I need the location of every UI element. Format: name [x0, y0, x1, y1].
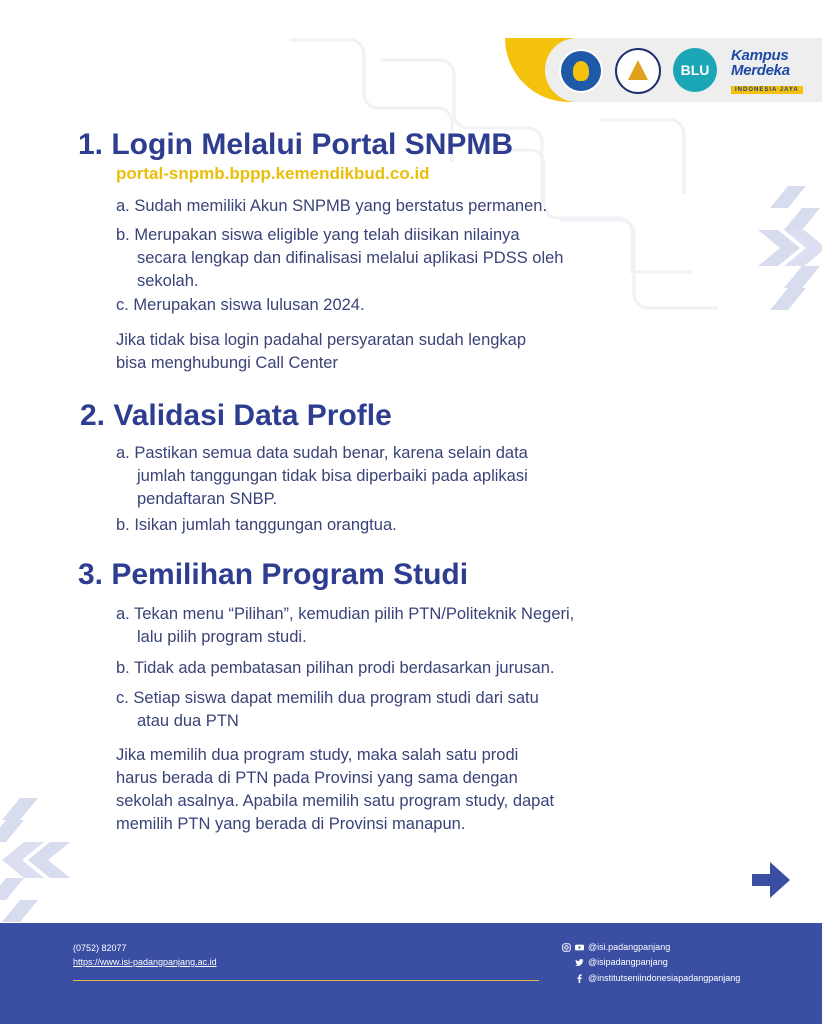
isi-padangpanjang-logo [615, 48, 661, 94]
footer-divider [73, 980, 539, 981]
section-3-item-a-line1: a. Tekan menu “Pilihan”, kemudian pilih PTN/Politeknik Negeri, [116, 605, 575, 623]
footer-phone: (0752) 82077 [73, 943, 127, 953]
header-logo-bar [505, 38, 822, 102]
section-3-title: 3. Pemilihan Program Studi [78, 558, 469, 591]
blu-logo: BLU [673, 48, 717, 92]
section-3-item-a-line2: lalu pilih program studi. [137, 628, 307, 646]
section-2-item-a-line1: a. Pastikan semua data sudah benar, karena selain data [116, 444, 528, 462]
section-1-item-a: a. Sudah memiliki Akun SNPMB yang berstatus permanen. [116, 197, 548, 215]
instagram-icon [562, 943, 571, 952]
section-3-item-c-line1: c. Setiap siswa dapat memilih dua program studi dari satu [116, 689, 539, 707]
arrow-right-icon[interactable] [748, 858, 792, 902]
kampus-merdeka-line2: Merdeka [731, 62, 790, 79]
section-1-item-b-line1: b. Merupakan siswa eligible yang telah diisikan nilainya [116, 226, 520, 244]
kampus-merdeka-line1: Kampus [731, 47, 789, 64]
twitter-icon [575, 958, 584, 967]
section-1-note-line1: Jika tidak bisa login padahal persyaratan sudah lengkap [116, 331, 527, 349]
section-3-note-line3: sekolah asalnya. Apabila memilih satu program study, dapat [116, 792, 555, 810]
tutwuri-handayani-logo [559, 49, 603, 93]
youtube-icon [575, 943, 584, 952]
twitter-handle: @isipadangpanjang [588, 957, 668, 967]
portal-url-link[interactable]: portal-snpmb.bppp.kemendikbud.co.id [116, 164, 430, 183]
section-2-title: 2. Validasi Data Profle [80, 399, 392, 432]
section-1-item-c: c. Merupakan siswa lulusan 2024. [116, 296, 365, 314]
kampus-merdeka-sub: INDONESIA JAYA [731, 86, 803, 94]
section-2-item-a-line2: jumlah tanggungan tidak bisa diperbaiki pada aplikasi [137, 467, 528, 485]
section-3-note-line4: memilih PTN yang berada di Provinsi manapun. [116, 815, 466, 833]
section-1-note-line2: bisa menghubungi Call Center [116, 354, 338, 372]
footer-social-twitter[interactable] [575, 957, 668, 967]
section-3-item-c-line2: atau dua PTN [137, 712, 239, 730]
chevron-decoration-left [0, 798, 70, 922]
facebook-handle: @institutseniindonesiapadangpanjang [588, 973, 741, 983]
section-2-item-b: b. Isikan jumlah tanggungan orangtua. [116, 516, 397, 534]
section-1-item-b-line2: secara lengkap dan difinalisasi melalui aplikasi PDSS oleh [137, 249, 564, 267]
section-3-item-b: b. Tidak ada pembatasan pilihan prodi berdasarkan jurusan. [116, 659, 555, 677]
footer-social-facebook[interactable] [575, 973, 740, 983]
section-1-title: 1. Login Melalui Portal SNPMB [78, 128, 514, 161]
footer-social-instagram-youtube[interactable] [562, 942, 670, 952]
section-3-note-line1: Jika memilih dua program study, maka salah satu prodi [116, 746, 519, 764]
section-1-item-b-line3: sekolah. [137, 272, 199, 290]
instagram-youtube-handle: @isi.padangpanjang [588, 942, 671, 952]
chevron-decoration-right [758, 186, 822, 310]
facebook-icon [575, 974, 584, 983]
footer-website-link[interactable]: https://www.isi-padangpanjang.ac.id [73, 957, 217, 967]
kampus-merdeka-logo [731, 48, 821, 92]
section-2-item-a-line3: pendaftaran SNBP. [137, 490, 278, 508]
section-3-note-line2: harus berada di PTN pada Provinsi yang sama dengan [116, 769, 518, 787]
